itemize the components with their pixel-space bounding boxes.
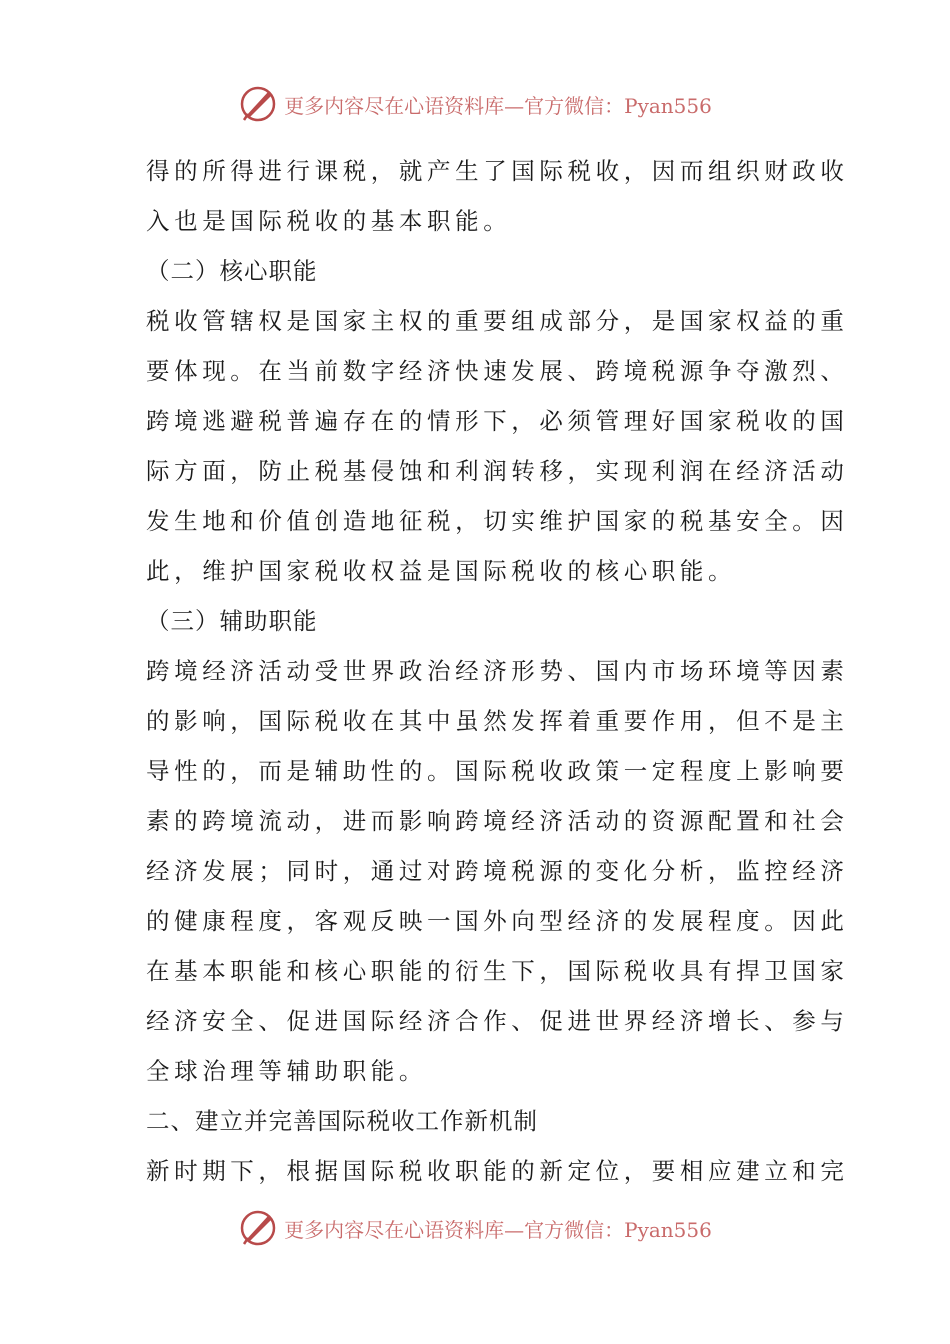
- text-line: 入也是国际税收的基本职能。: [146, 207, 512, 235]
- text-line: 全球治理等辅助职能。: [146, 1057, 427, 1085]
- text-line: 跨境经济活动受世界政治经济形势、国内市场环境等因素: [146, 657, 849, 685]
- text-line: 导性的，而是辅助性的。国际税收政策一定程度上影响要: [146, 757, 849, 785]
- text-line: 的健康程度，客观反映一国外向型经济的发展程度。因此: [146, 907, 849, 935]
- section-heading: （二）核心职能: [146, 257, 318, 285]
- watermark-text: 更多内容尽在心语资料库—官方微信：Pyan556: [284, 93, 712, 118]
- text-line: 要体现。在当前数字经济快速发展、跨境税源争夺激烈、: [146, 357, 849, 385]
- text-line: 此，维护国家税收权益是国际税收的核心职能。: [146, 557, 737, 585]
- section-heading: 二、建立并完善国际税收工作新机制: [146, 1107, 538, 1135]
- watermark-text: 更多内容尽在心语资料库—官方微信：Pyan556: [284, 1217, 712, 1242]
- text-line: 经济安全、促进国际经济合作、促进世界经济增长、参与: [146, 1007, 849, 1035]
- document-body: [146, 146, 849, 1196]
- text-line: 在基本职能和核心职能的衍生下，国际税收具有捍卫国家: [146, 957, 849, 985]
- watermark-banner-top: [0, 82, 950, 126]
- watermark-banner-bottom: [0, 1206, 950, 1250]
- text-line: 发生地和价值创造地征税，切实维护国家的税基安全。因: [146, 507, 849, 535]
- quill-logo-icon: [238, 84, 278, 124]
- text-line: 税收管辖权是国家主权的重要组成部分，是国家权益的重: [146, 307, 849, 335]
- text-line: 的影响，国际税收在其中虽然发挥着重要作用，但不是主: [146, 707, 849, 735]
- text-line: 素的跨境流动，进而影响跨境经济活动的资源配置和社会: [146, 807, 849, 835]
- text-line: 跨境逃避税普遍存在的情形下，必须管理好国家税收的国: [146, 407, 849, 435]
- text-line: 际方面，防止税基侵蚀和利润转移，实现利润在经济活动: [146, 457, 849, 485]
- text-line: 得的所得进行课税，就产生了国际税收，因而组织财政收: [146, 157, 849, 185]
- text-line: 经济发展；同时，通过对跨境税源的变化分析，监控经济: [146, 857, 849, 885]
- section-heading: （三）辅助职能: [146, 607, 318, 635]
- text-line: 新时期下，根据国际税收职能的新定位，要相应建立和完: [146, 1157, 849, 1185]
- quill-logo-icon: [238, 1208, 278, 1248]
